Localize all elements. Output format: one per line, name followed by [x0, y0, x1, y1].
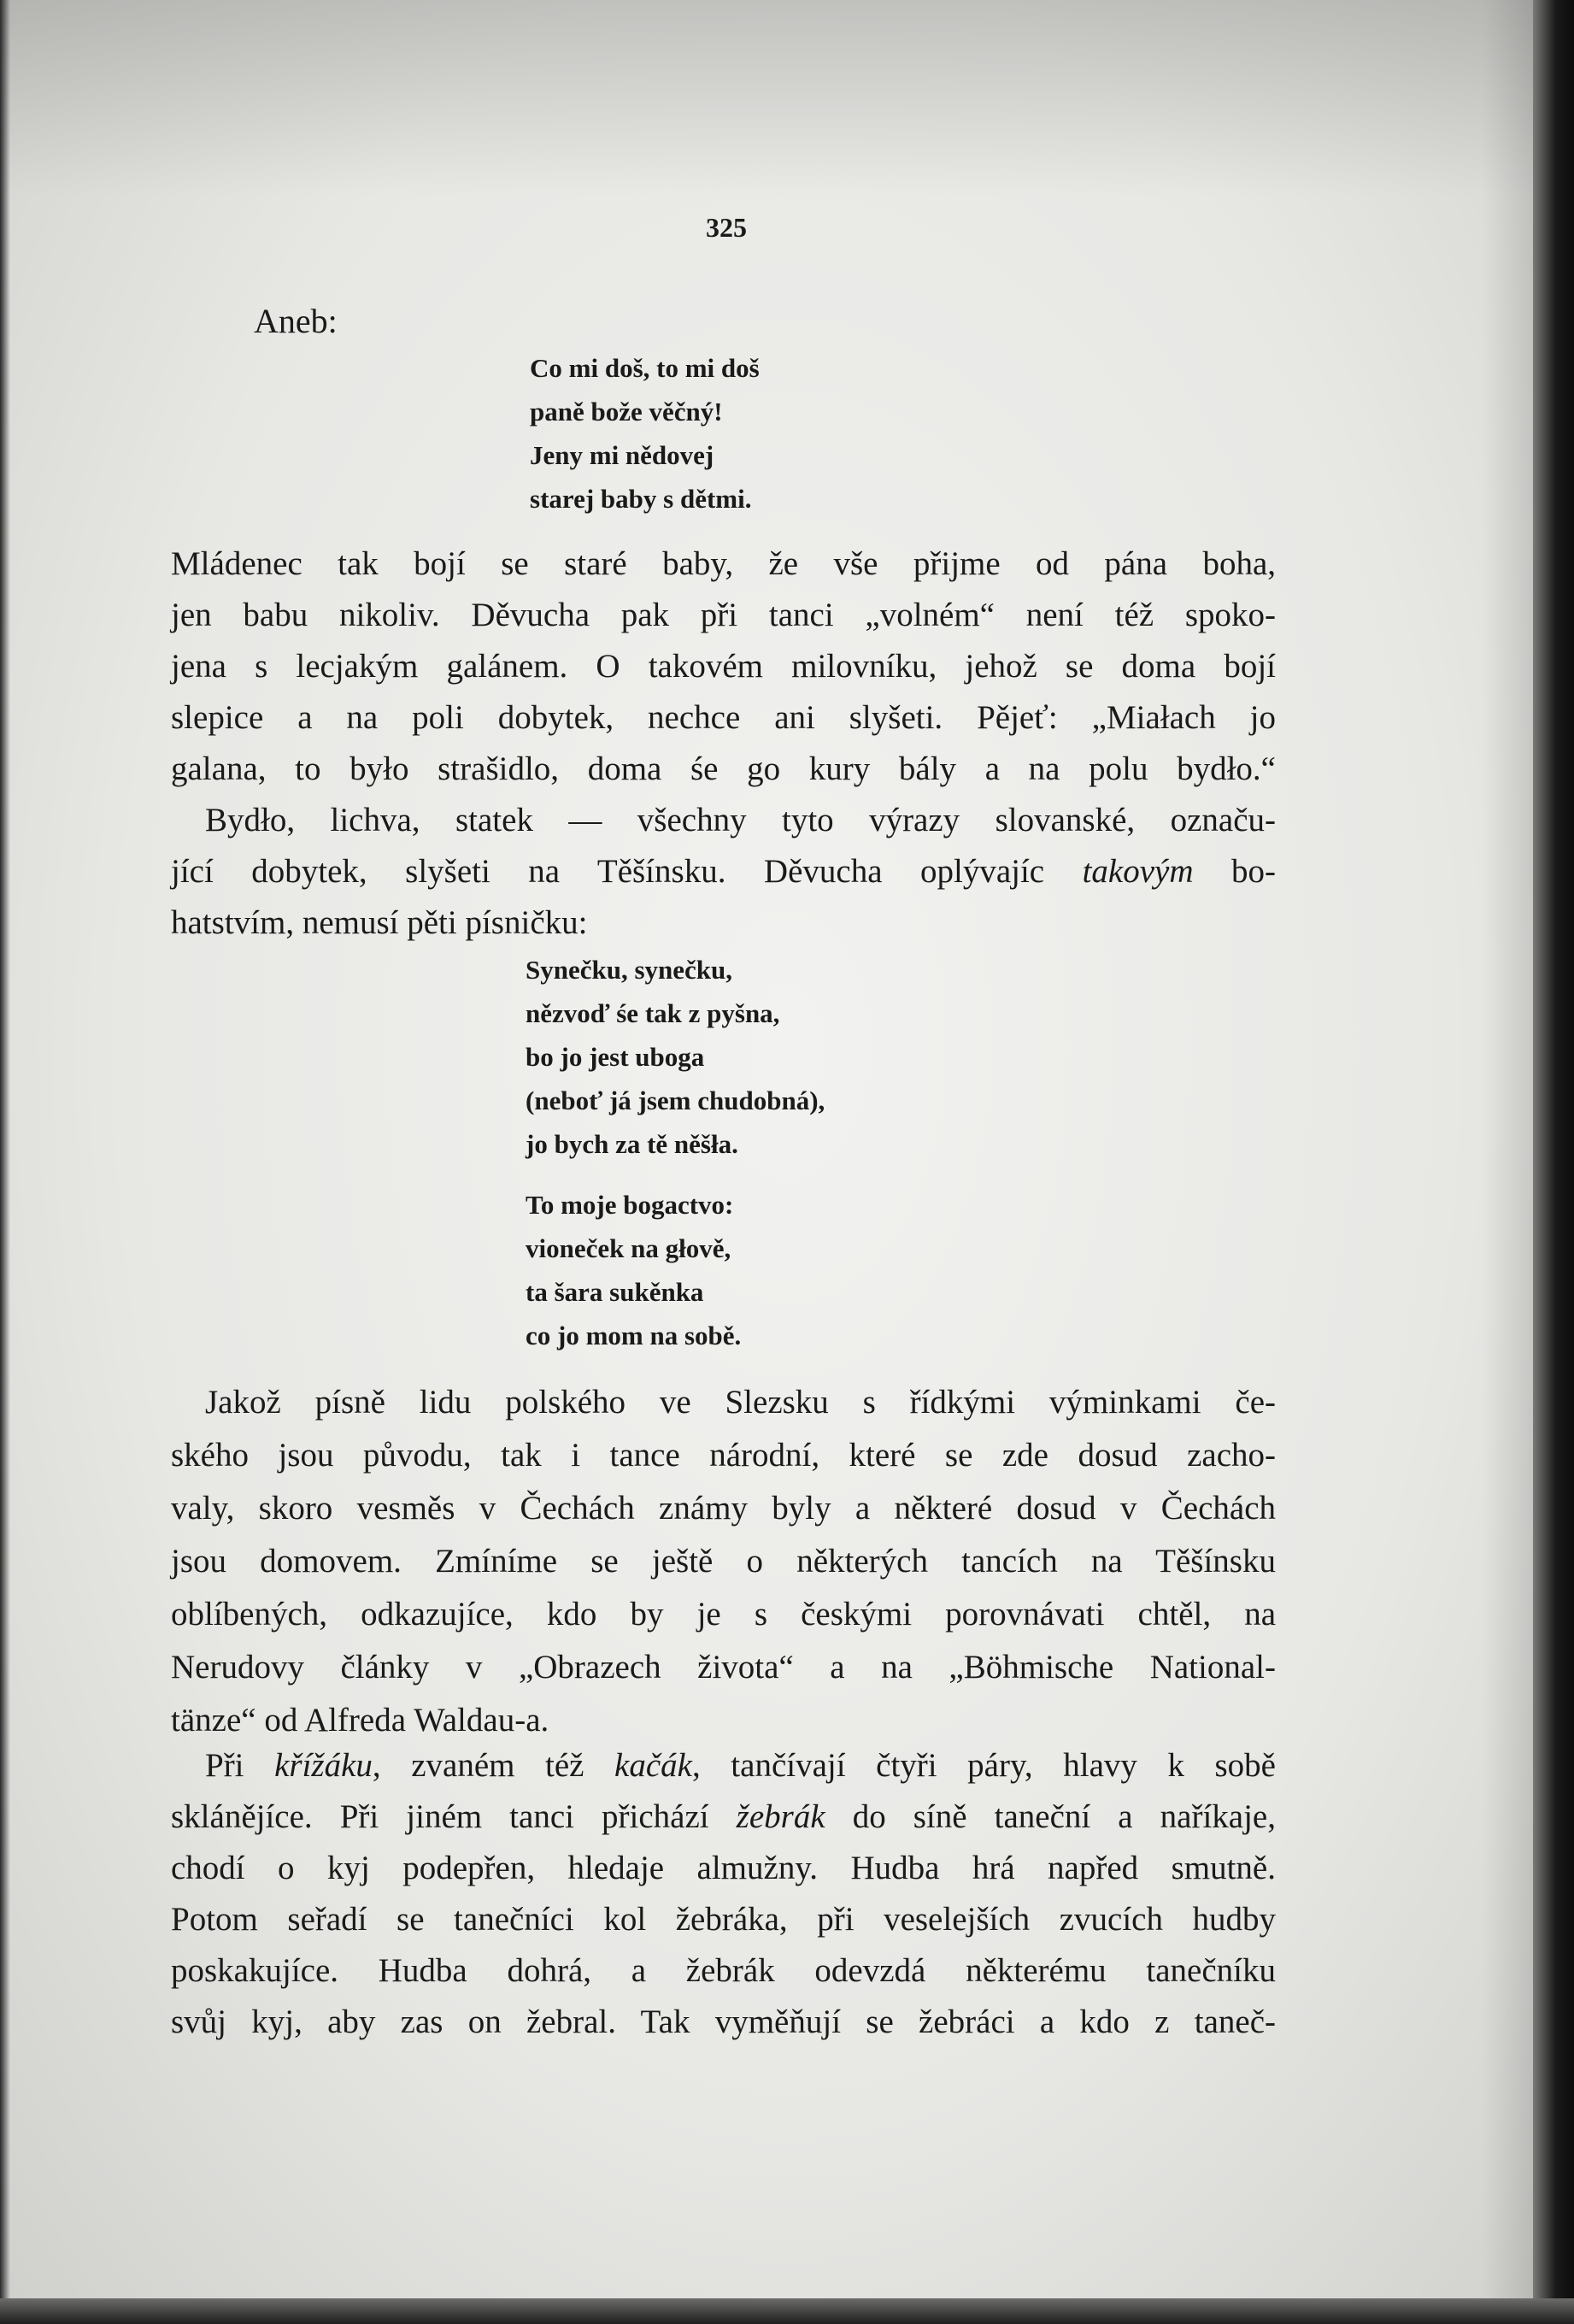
- paragraph-line: oblíbených, odkazujíce, kdo by je s českými porovnávati chtěl, na: [171, 1596, 1276, 1633]
- paragraph-line: Nerudovy články v „Obrazech života“ a na „Böhmische National-: [171, 1649, 1276, 1686]
- verse-line: Synečku, synečku,: [526, 955, 733, 985]
- text-segment: sklánějíce. Při jiném tanci přichází: [171, 1798, 737, 1835]
- bottom-dark-edge: [0, 2298, 1574, 2324]
- italic-term: takovým: [1082, 853, 1194, 890]
- paragraph-line: ského jsou původu, tak i tance národní, které se zde dosud zacho-: [171, 1437, 1276, 1474]
- italic-term: kačák: [614, 1747, 692, 1784]
- verse-line: Jeny mi nědovej: [530, 440, 714, 470]
- text-segment: , tančívají čtyři páry, hlavy k sobě: [691, 1747, 1276, 1784]
- text-segment: Při: [205, 1747, 275, 1784]
- text-segment: do síně taneční a naříkaje,: [825, 1798, 1276, 1835]
- paragraph-line: jsou domovem. Zmíníme se ještě o některých tancích na Těšínsku: [171, 1543, 1276, 1580]
- verse-line: co jo mom na sobě.: [526, 1321, 742, 1350]
- paragraph-line: Potom seřadí se tanečníci kol žebráka, při veselejších zvucích hudby: [171, 1901, 1276, 1938]
- verse-line: To moje bogactvo:: [526, 1190, 734, 1220]
- verse-line: Co mi doš, to mi doš: [530, 353, 760, 383]
- page-number: 325: [706, 212, 747, 243]
- paragraph-line: [171, 846, 1276, 897]
- paragraph-line: svůj kyj, aby zas on žebral. Tak vyměňují se žebráci a kdo z taneč-: [171, 2003, 1276, 2040]
- verse-line: jo bych za tě něšła.: [526, 1129, 738, 1159]
- paragraph-line: valy, skoro vesměs v Čechách známy byly a některé dosud v Čechách: [171, 1490, 1276, 1527]
- italic-term: žebrák: [736, 1798, 825, 1835]
- paragraph-line: [171, 1740, 1276, 1792]
- top-shadow: [0, 0, 1574, 197]
- paragraph-line: [171, 1792, 1276, 1843]
- paragraph-line: jen babu nikoliv. Děvucha pak při tanci „volném“ není též spoko-: [171, 597, 1276, 633]
- left-edge-shadow: [0, 0, 10, 2324]
- right-edge-gradient: [1482, 0, 1533, 2324]
- verse-line: paně bože věčný!: [530, 397, 723, 427]
- verse-line: bo jo jest uboga: [526, 1042, 705, 1072]
- paragraph-line: jena s lecjakým galánem. O takovém milovníku, jehož se doma bojí: [171, 648, 1276, 685]
- text-segment: jící dobytek, slyšeti na Těšínsku. Děvucha oplývajíc: [171, 853, 1083, 890]
- verse-line: starej baby s dětmi.: [530, 484, 752, 514]
- paragraph-line: slepice a na poli dobytek, nechce ani slyšeti. Pějeť: „Miałach jo: [171, 699, 1276, 736]
- right-dark-edge: [1533, 0, 1574, 2324]
- paragraph-line: poskakujíce. Hudba dohrá, a žebrák odevzdá některému tanečníku: [171, 1952, 1276, 1989]
- paragraph-line: Bydło, lichva, statek — všechny tyto výrazy slovanské, označu-: [205, 802, 1276, 838]
- paragraph-line: chodí o kyj podepřen, hledaje almužny. Hudba hrá napřed smutně.: [171, 1850, 1276, 1886]
- text-segment: , zvaném též: [372, 1747, 615, 1784]
- paragraph-line: Jakož písně lidu polského ve Slezsku s řídkými výminkami če-: [205, 1384, 1276, 1421]
- verse-line: ta šara sukěnka: [526, 1277, 704, 1307]
- paragraph-line: galana, to było strašidlo, doma śe go kury bály a na polu bydło.“: [171, 750, 1276, 787]
- text-segment: bo-: [1193, 853, 1276, 890]
- italic-term: křížáku: [274, 1747, 373, 1784]
- paragraph-line: Mládenec tak bojí se staré baby, že vše přijme od pána boha,: [171, 545, 1276, 582]
- intro-label: Aneb:: [254, 302, 338, 340]
- verse-line: nězvoď śe tak z pyšna,: [526, 998, 780, 1028]
- paragraph-line: hatstvím, nemusí pěti písničku:: [171, 904, 588, 941]
- verse-line: vioneček na głově,: [526, 1233, 731, 1263]
- verse-line: (neboť já jsem chudobná),: [526, 1086, 825, 1115]
- paragraph-line: tänze“ od Alfreda Waldau-a.: [171, 1702, 549, 1739]
